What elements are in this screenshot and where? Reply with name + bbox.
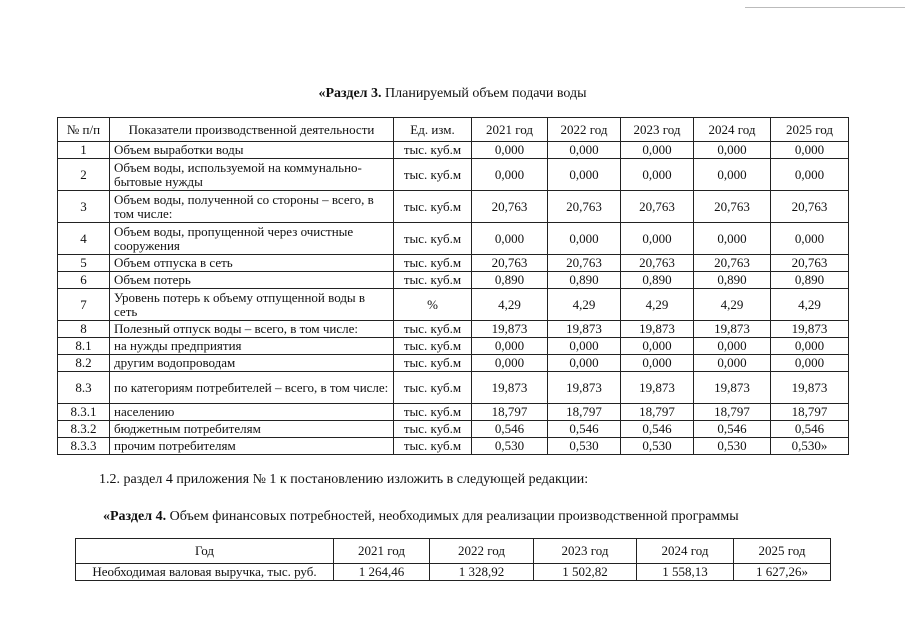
table-row <box>76 564 831 581</box>
header-year: 2022 год <box>548 118 621 142</box>
row-indicator: по категориям потребителей – всего, в том числе: <box>110 372 394 404</box>
row-indicator: Объем воды, полученной со стороны – всего, в том числе: <box>110 191 394 223</box>
table-row <box>58 223 849 255</box>
row-indicator: населению <box>110 404 394 421</box>
header-year: 2023 год <box>534 539 637 564</box>
table-cell: 0,890 <box>472 272 548 289</box>
table-header-row <box>76 539 831 564</box>
row-unit: тыс. куб.м <box>394 255 472 272</box>
header-year: 2021 год <box>334 539 430 564</box>
table-cell: 0,000 <box>771 338 849 355</box>
table-cell: 0,000 <box>694 159 771 191</box>
row-unit: тыс. куб.м <box>394 355 472 372</box>
table-cell: 0,530 <box>548 438 621 455</box>
water-supply-table <box>57 117 849 455</box>
section3-title: «Раздел 3. Планируемый объем подачи воды <box>318 86 587 101</box>
row-unit: тыс. куб.м <box>394 142 472 159</box>
table-cell: 0,546 <box>472 421 548 438</box>
table-cell: 1 558,13 <box>637 564 734 581</box>
row-number: 1 <box>58 142 110 159</box>
table-cell: 0,000 <box>472 338 548 355</box>
table-cell: 20,763 <box>472 191 548 223</box>
table-row <box>58 142 849 159</box>
header-indicator: Показатели производственной деятельности <box>110 118 394 142</box>
table-cell: 18,797 <box>771 404 849 421</box>
table-cell: 0,530 <box>472 438 548 455</box>
table-cell: 19,873 <box>621 372 694 404</box>
table-row <box>58 289 849 321</box>
table-cell: 20,763 <box>771 255 849 272</box>
table-cell: 0,000 <box>771 355 849 372</box>
row-number: 8.2 <box>58 355 110 372</box>
row-unit: тыс. куб.м <box>394 421 472 438</box>
table-cell: 0,000 <box>621 338 694 355</box>
row-number: 7 <box>58 289 110 321</box>
row-unit: тыс. куб.м <box>394 404 472 421</box>
row-indicator: другим водопроводам <box>110 355 394 372</box>
table-cell: 20,763 <box>694 191 771 223</box>
table-row <box>58 338 849 355</box>
table-cell: 1 328,92 <box>430 564 534 581</box>
table-cell: 0,546 <box>548 421 621 438</box>
table-cell: 4,29 <box>621 289 694 321</box>
row-unit: тыс. куб.м <box>394 223 472 255</box>
row-number: 5 <box>58 255 110 272</box>
row-unit: тыс. куб.м <box>394 191 472 223</box>
header-year: 2021 год <box>472 118 548 142</box>
row-indicator: Объем отпуска в сеть <box>110 255 394 272</box>
row-number: 8.3.1 <box>58 404 110 421</box>
table-row <box>58 191 849 223</box>
row-indicator: Объем потерь <box>110 272 394 289</box>
table-row <box>58 355 849 372</box>
table-row <box>58 272 849 289</box>
table-cell: 19,873 <box>771 372 849 404</box>
table-cell: 18,797 <box>621 404 694 421</box>
table-row <box>58 404 849 421</box>
row-indicator: Объем воды, пропущенной через очистные сооружения <box>110 223 394 255</box>
row-unit: тыс. куб.м <box>394 272 472 289</box>
header-year: 2024 год <box>637 539 734 564</box>
table-cell: 19,873 <box>548 321 621 338</box>
table-cell: 0,000 <box>548 338 621 355</box>
row-number: 8.3.3 <box>58 438 110 455</box>
table-cell: 1 502,82 <box>534 564 637 581</box>
table-cell: 19,873 <box>771 321 849 338</box>
table-cell: 20,763 <box>548 255 621 272</box>
table-cell: 0,890 <box>771 272 849 289</box>
header-year: 2024 год <box>694 118 771 142</box>
header-year: 2025 год <box>734 539 831 564</box>
table-cell: 0,000 <box>621 142 694 159</box>
financial-needs-table <box>75 538 831 581</box>
table-cell: 4,29 <box>771 289 849 321</box>
table-cell: 0,000 <box>472 142 548 159</box>
table-cell: 19,873 <box>694 321 771 338</box>
table-cell: 0,530 <box>694 438 771 455</box>
header-number: № п/п <box>58 118 110 142</box>
table-cell: 0,000 <box>771 142 849 159</box>
row-unit: % <box>394 289 472 321</box>
table-row <box>58 321 849 338</box>
table-cell: 20,763 <box>621 191 694 223</box>
header-unit: Ед. изм. <box>394 118 472 142</box>
header-year: 2025 год <box>771 118 849 142</box>
table-row <box>58 438 849 455</box>
table-cell: 18,797 <box>548 404 621 421</box>
header-year: 2022 год <box>430 539 534 564</box>
row-number: 8.1 <box>58 338 110 355</box>
row-number: 2 <box>58 159 110 191</box>
row-label: Необходимая валовая выручка, тыс. руб. <box>76 564 334 581</box>
row-indicator: Объем выработки воды <box>110 142 394 159</box>
table-cell: 4,29 <box>694 289 771 321</box>
table-cell: 0,890 <box>548 272 621 289</box>
table-cell: 20,763 <box>694 255 771 272</box>
row-indicator: прочим потребителям <box>110 438 394 455</box>
table-cell: 4,29 <box>472 289 548 321</box>
row-indicator: бюджетным потребителям <box>110 421 394 438</box>
row-indicator: Уровень потерь к объему отпущенной воды в сеть <box>110 289 394 321</box>
table-cell: 20,763 <box>472 255 548 272</box>
table-cell: 1 264,46 <box>334 564 430 581</box>
row-number: 8.3.2 <box>58 421 110 438</box>
instruction-paragraph: 1.2. раздел 4 приложения № 1 к постановлению изложить в следующей редакции: <box>99 472 589 487</box>
table-cell: 20,763 <box>621 255 694 272</box>
table-cell: 0,000 <box>694 142 771 159</box>
row-unit: тыс. куб.м <box>394 338 472 355</box>
table-cell: 19,873 <box>548 372 621 404</box>
table-cell: 0,000 <box>694 355 771 372</box>
table-cell: 0,000 <box>621 223 694 255</box>
section4-title: «Раздел 4. Объем финансовых потребностей, необходимых для реализации производственной программы <box>103 509 739 524</box>
table-cell: 0,000 <box>472 355 548 372</box>
table-cell: 4,29 <box>548 289 621 321</box>
table-cell: 1 627,26» <box>734 564 831 581</box>
row-unit: тыс. куб.м <box>394 321 472 338</box>
row-indicator: Объем воды, используемой на коммунально-бытовые нужды <box>110 159 394 191</box>
table-cell: 0,890 <box>621 272 694 289</box>
table-cell: 0,546 <box>771 421 849 438</box>
table-cell: 0,000 <box>694 223 771 255</box>
table-row <box>58 372 849 404</box>
table-cell: 0,000 <box>472 223 548 255</box>
table-cell: 19,873 <box>621 321 694 338</box>
row-number: 4 <box>58 223 110 255</box>
row-number: 3 <box>58 191 110 223</box>
row-unit: тыс. куб.м <box>394 372 472 404</box>
table-cell: 0,000 <box>472 159 548 191</box>
table-row <box>58 159 849 191</box>
top-edge-rule <box>745 7 905 8</box>
row-number: 8 <box>58 321 110 338</box>
table-cell: 20,763 <box>548 191 621 223</box>
row-unit: тыс. куб.м <box>394 159 472 191</box>
row-indicator: на нужды предприятия <box>110 338 394 355</box>
table-cell: 0,000 <box>621 159 694 191</box>
table-cell: 0,530 <box>621 438 694 455</box>
row-indicator: Полезный отпуск воды – всего, в том числе: <box>110 321 394 338</box>
table-cell: 0,546 <box>621 421 694 438</box>
table-row <box>58 255 849 272</box>
table-cell: 0,000 <box>548 159 621 191</box>
table-cell: 19,873 <box>694 372 771 404</box>
table-cell: 18,797 <box>694 404 771 421</box>
table-header-row <box>58 118 849 142</box>
table-cell: 0,000 <box>694 338 771 355</box>
table-cell: 20,763 <box>771 191 849 223</box>
table-cell: 0,530» <box>771 438 849 455</box>
table-cell: 0,000 <box>548 223 621 255</box>
table-cell: 19,873 <box>472 321 548 338</box>
table-cell: 0,000 <box>621 355 694 372</box>
table-cell: 18,797 <box>472 404 548 421</box>
table-cell: 0,546 <box>694 421 771 438</box>
table-cell: 0,000 <box>548 142 621 159</box>
header-year: 2023 год <box>621 118 694 142</box>
table-cell: 0,000 <box>771 223 849 255</box>
row-number: 6 <box>58 272 110 289</box>
table-cell: 0,000 <box>548 355 621 372</box>
row-number: 8.3 <box>58 372 110 404</box>
table-row <box>58 421 849 438</box>
row-unit: тыс. куб.м <box>394 438 472 455</box>
table-cell: 0,890 <box>694 272 771 289</box>
header-year-label: Год <box>76 539 334 564</box>
table-cell: 19,873 <box>472 372 548 404</box>
table-cell: 0,000 <box>771 159 849 191</box>
